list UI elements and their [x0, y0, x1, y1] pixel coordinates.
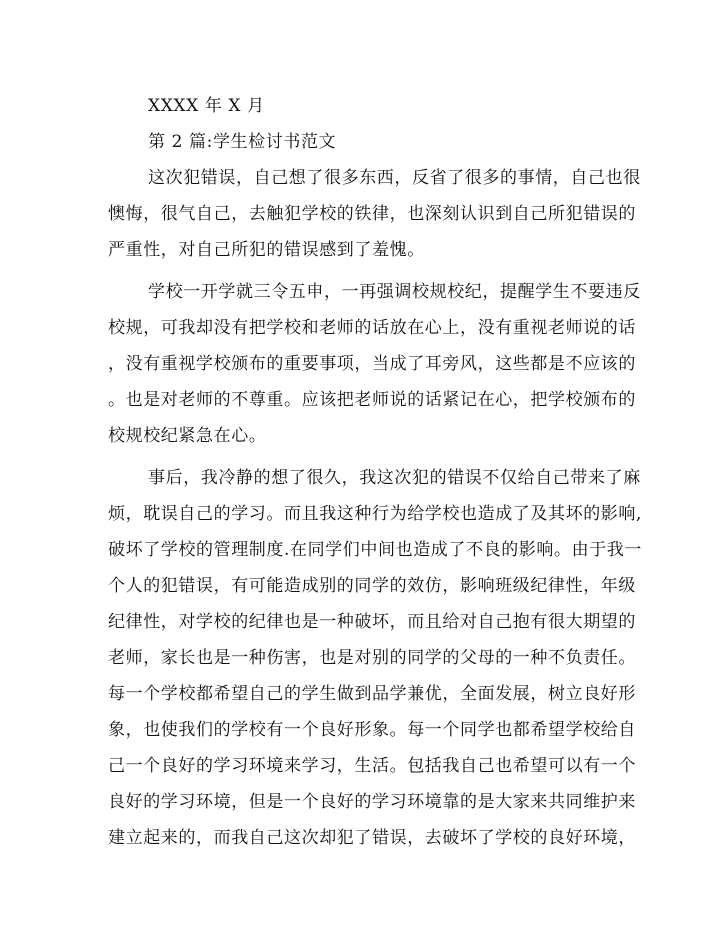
- paragraph-line: ，没有重视学校颁布的重要事项，当成了耳旁风，这些都是不应该的: [108, 354, 636, 374]
- date-line: XXXX 年 X 月: [148, 96, 265, 116]
- paragraph-line: 破坏了学校的管理制度.在同学们中间也造成了不良的影响。由于我一: [108, 540, 643, 560]
- paragraph-1: [108, 160, 641, 268]
- paragraph-line: 。也是对老师的不尊重。应该把老师说的话紧记在心，把学校颁布的: [108, 390, 636, 410]
- paragraph-line: 懊悔，很气自己，去触犯学校的铁律，也深刻认识到自己所犯错误的: [108, 204, 636, 224]
- paragraph-line: 烦，耽误自己的学习。而且我这种行为给学校也造成了及其坏的影响,: [108, 504, 643, 524]
- paragraph-line: 建立起来的，而我自己这次却犯了错误，去破坏了学校的良好环境，: [108, 828, 636, 848]
- section-title: 第 2 篇:学生检讨书范文: [148, 132, 337, 152]
- paragraph-line: 老师，家长也是一种伤害，也是对别的同学的父母的一种不负责任。: [108, 648, 636, 668]
- paragraph-line: 每一个学校都希望自己的学生做到品学兼优，全面发展，树立良好形: [108, 684, 636, 704]
- paragraph-line: 事后，我冷静的想了很久，我这次犯的错误不仅给自己带来了麻: [148, 468, 641, 488]
- paragraph-line: 校规校纪紧急在心。: [108, 426, 267, 446]
- document-body: [108, 88, 643, 856]
- paragraph-2: [108, 274, 641, 454]
- paragraph-line: 严重性，对自己所犯的错误感到了羞愧。: [108, 240, 425, 260]
- paragraph-line: 象，也使我们的学校有一个良好形象。每一个同学也都希望学校给自: [108, 720, 636, 740]
- paragraph-line: 良好的学习环境，但是一个良好的学习环境靠的是大家来共同维护来: [108, 792, 636, 812]
- paragraph-line: 校规，可我却没有把学校和老师的话放在心上，没有重视老师说的话: [108, 318, 636, 338]
- paragraph-3: [108, 460, 643, 856]
- paragraph-line: 个人的犯错误，有可能造成别的同学的效仿，影响班级纪律性，年级: [108, 576, 636, 596]
- paragraph-line: 己一个良好的学习环境来学习，生活。包括我自己也希望可以有一个: [108, 756, 636, 776]
- paragraph-line: 这次犯错误，自己想了很多东西，反省了很多的事情，自己也很: [148, 168, 641, 188]
- paragraph-line: 纪律性，对学校的纪律也是一种破坏，而且给对自己抱有很大期望的: [108, 612, 636, 632]
- paragraph-line: 学校一开学就三令五申，一再强调校规校纪，提醒学生不要违反: [148, 282, 641, 302]
